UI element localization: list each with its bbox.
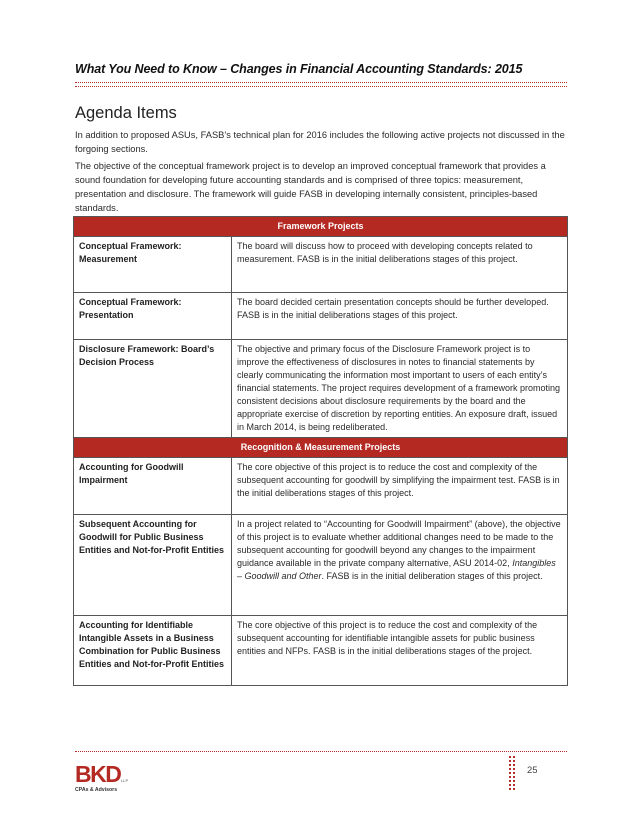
description-text: . FASB is in the initial deliberation stages of this project. xyxy=(321,571,543,581)
logo-llp: LLP xyxy=(121,778,129,783)
logo-wordmark: BKD xyxy=(75,761,121,787)
footer-vertical-divider xyxy=(509,756,511,790)
table-row xyxy=(74,340,568,438)
table-row xyxy=(74,515,568,616)
project-description: The core objective of this project is to reduce the cost and complexity of the subsequent accounting for identifiable intangible assets for public business entities and NFPs. FASB is in the initial deliberations stages of the project. xyxy=(232,616,568,686)
standard-title: Intangibles – Goodwill and Other xyxy=(237,558,556,581)
intro-paragraph-1: In addition to proposed ASUs, FASB’s technical plan for 2016 includes the following active projects not discussed in the forgoing sections. xyxy=(75,130,565,154)
footer-vertical-divider-secondary xyxy=(513,756,515,790)
table-section-header xyxy=(74,438,568,458)
section-title: Agenda Items xyxy=(75,104,177,122)
table-row xyxy=(74,293,568,340)
header-divider xyxy=(75,82,567,83)
project-label: Conceptual Framework: Presentation xyxy=(74,293,232,340)
project-label: Disclosure Framework: Board’s Decision Process xyxy=(74,340,232,438)
section-heading-framework: Framework Projects xyxy=(74,217,568,237)
project-description: The objective and primary focus of the Disclosure Framework project is to improve the effectiveness of disclosures in notes to financial statements by clearly communicating the information most important to users of each entity’s financial statements. The project requires development of a framework promoting consistent decisions about disclosure requirements by the board and the appropriate exercise of discretion by reporting entities. An exposure draft, issued in March 2014, is being redeliberated. xyxy=(232,340,568,438)
page-header-title: What You Need to Know – Changes in Financial Accounting Standards: 2015 xyxy=(75,62,523,76)
section-heading-recognition: Recognition & Measurement Projects xyxy=(74,438,568,458)
project-description xyxy=(232,515,568,616)
project-label: Conceptual Framework: Measurement xyxy=(74,237,232,293)
table-row xyxy=(74,458,568,515)
description-text: In a project related to “Accounting for Goodwill Impairment” (above), the objective of this project is to evaluate whether additional changes need to be made to the subsequent accounting for goodwill beyond any changes to the impairment guidance available in the private company alternative, ASU 2014-02, xyxy=(237,519,561,568)
table-section-header xyxy=(74,217,568,237)
page-number: 25 xyxy=(527,765,538,776)
table-row xyxy=(74,237,568,293)
project-label: Accounting for Goodwill Impairment xyxy=(74,458,232,515)
table-row xyxy=(74,616,568,686)
project-label: Subsequent Accounting for Goodwill for Public Business Entities and Not-for-Profit Entities xyxy=(74,515,232,616)
header-divider-secondary xyxy=(75,86,567,87)
project-description: The core objective of this project is to reduce the cost and complexity of the subsequent accounting for goodwill by simplifying the impairment test. FASB is in the initial deliberations stages of this project. xyxy=(232,458,568,515)
projects-table xyxy=(73,216,568,686)
project-description: The board will discuss how to proceed with developing concepts related to measurement. FASB is in the initial deliberations stages of this project. xyxy=(232,237,568,293)
intro-paragraph-2: The objective of the conceptual framework project is to develop an improved conceptual framework that provides a sound foundation for developing future accounting standards and is comprised of three topics: measurement, presentation and disclosure. The framework will guide FASB in developing internally consistent, principles-based standards. xyxy=(75,161,546,213)
bkd-logo xyxy=(75,758,135,794)
project-label: Accounting for Identifiable Intangible Assets in a Business Combination for Public Business Entities and Not-for-Profit Entities xyxy=(74,616,232,686)
logo-tagline: CPAs & Advisors xyxy=(75,787,118,793)
project-description: The board decided certain presentation concepts should be further developed. FASB is in the initial deliberations stages of this project. xyxy=(232,293,568,340)
footer-divider xyxy=(75,751,567,752)
